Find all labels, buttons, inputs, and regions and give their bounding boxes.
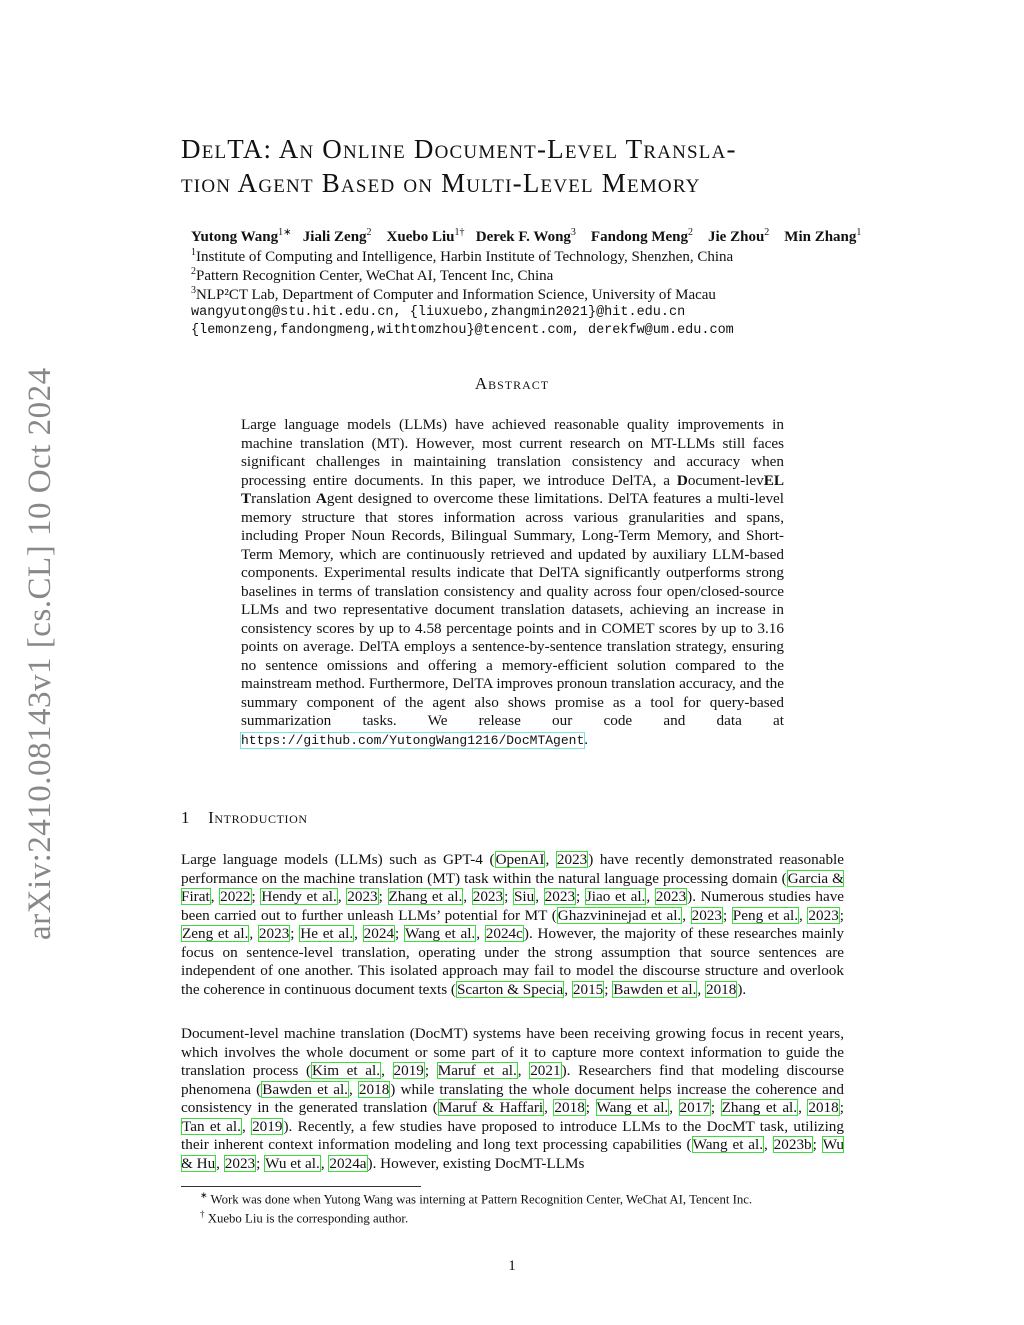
citation-link[interactable]: Maruf & Haffari [438,1099,544,1116]
author: Derek F. Wong$^3$ [475,227,576,245]
citation-link[interactable]: 2024a [329,1154,367,1172]
citation-link[interactable]: Bawden et al. [262,1080,348,1098]
citation-link[interactable]: OpenAI [495,851,545,868]
citation-link[interactable]: 2018 [808,1099,839,1116]
author: Jiali Zeng$^2$ [302,227,372,245]
citation-link[interactable]: Zhang et al. [721,1099,798,1116]
citation-link[interactable]: 2015 [572,980,604,998]
email-line-1: wangyutong@stu.hit.edu.cn, {liuxuebo,zhangmin2021}@hit.edu.cn [191,305,686,320]
citation-link[interactable]: 2018 [705,980,737,998]
citation-link[interactable]: 2018 [554,1099,585,1116]
citation-link[interactable]: Peng et al. [732,906,799,924]
author: Jie Zhou$^2$ [708,227,770,245]
citation-link[interactable]: Zhang et al. [388,888,463,905]
affiliation-1: $^1$Institute of Computing and Intelligence, Harbin Institute of Technology, Shenzhen, China [191,247,734,265]
footnote-1: ∗ Work was done when Yutong Wang was interning at Pattern Recognition Center, WeChat AI, Tencent Inc. [200,1190,753,1207]
section-heading-introduction: 1 Introduction [181,808,308,827]
citation-link[interactable]: 2023 [544,888,576,905]
citation-link[interactable]: 2022 [220,888,251,905]
citation-link[interactable]: Siu [513,888,535,905]
author: Fandong Meng$^2$ [590,227,694,245]
affiliation-2: $^2$Pattern Recognition Center, WeChat AI, Tencent Inc, China [191,266,554,284]
citation-link[interactable]: Hendy et al. [261,888,337,905]
author-list [191,227,931,246]
citation-link[interactable]: Maruf et al. [437,1062,517,1079]
abstract-heading: Abstract [474,374,550,393]
arxiv-stamp: arXiv:2410.08143v1 [cs.CL] 10 Oct 2024 [22,367,58,940]
citation-link[interactable]: Zeng et al. [182,925,249,942]
citation-link[interactable]: 2023 [347,888,378,905]
footnote-divider [181,1186,421,1187]
citation-link[interactable]: Wang et al. [596,1099,669,1116]
citation-link[interactable]: 2024 [363,925,395,942]
author: Yutong Wang$^{1∗}$ [191,227,292,245]
citation-link[interactable]: Wang et al. [692,1136,764,1153]
citation-link[interactable]: 2023 [808,906,839,924]
footnote-2: † Xuebo Liu is the corresponding author. [200,1209,409,1226]
citation-link[interactable]: Scarton & Specia [456,980,564,998]
citation-link[interactable]: Wu et al. [265,1154,320,1172]
citation-link[interactable]: Bawden et al. [613,980,697,998]
paper-title [181,132,851,200]
citation-link[interactable]: 2018 [358,1080,390,1098]
citation-link[interactable]: 2023 [691,906,722,924]
citation-link[interactable]: 2023 [655,888,687,905]
intro-paragraph-1: Large language models (LLMs) such as GPT-4 (OpenAI, 2023) have recently demonstrated reasonable performance on the machine translation (MT) task within the natural language processing domain (Garcia & Firat, 2022; Hendy et al., 2023; Zhang et al., 2023; Siu, 2023; Jiao et al., 2023). Numerous studies have been carried out to further unleash LLMs’ potential for MT (Ghazvininejad et al., 2023; Peng et al., 2023; Zeng et al., 2023; He et al., 2024; Wang et al., 2024c). However, the majority of these researches mainly focus on sentence-level translation, operating under the strong assumption that source sentences are independent of one another. This isolated approach may fail to model the discourse structure and overlook the coherence in continuous document texts (Scarton & Specia, 2015; Bawden et al., 2018). [181,851,845,998]
citation-link[interactable]: Kim et al. [312,1062,381,1079]
abstract-text: Large language models (LLMs) have achieved reasonable quality improvements in machine translation (MT). However, most current research on MT-LLMs still faces significant challenges in maintaining translation consistency and accuracy when processing entire documents. In this paper, we introduce DelTA, a Document-levEL Translation Agent designed to overcome these limitations. DelTA features a multi-level memory structure that stores information across various granularities and spans, including Proper Noun Records, Bilingual Summary, Long-Term Memory, and Short-Term Memory, which are continuously retrieved and updated by auxiliary LLM-based components. Experimental results indicate that DelTA significantly outperforms strong baselines in terms of translation consistency and quality across four open/closed-source LLMs and two representative document translation datasets, achieving an increase in consistency scores by up to 4.58 percentage points and in COMET scores by up to 3.16 points on average. DelTA employs a sentence-by-sentence translation strategy, ensuring no sentence omissions and offering a memory-efficient solution compared to the mainstream method. Furthermore, DelTA improves pronoun translation accuracy, and the summary component of the agent also shows promise as a tool for query-based summarization tasks. We release our code and data at https://github.com/YutongWang1216/DocMTAgent. [241,416,785,748]
title-line-2: tion Agent Based on Multi-Level Memory [181,168,701,198]
citation-link[interactable]: Tan et al. [182,1117,241,1135]
citation-link[interactable]: He et al. [300,925,354,942]
citation-link[interactable]: Wu & Hu [181,1136,845,1172]
citation-link[interactable]: Garcia & Firat [181,869,844,905]
email-line-2: {lemonzeng,fandongmeng,withtomzhou}@tencent.com, derekfw@um.edu.com [191,323,734,338]
citation-link[interactable]: 2024c [485,925,523,942]
title-line-1: DelTA: An Online Document-Level Transla- [181,134,737,164]
code-repo-link[interactable]: https://github.com/YutongWang1216/DocMTAgent [241,732,585,748]
citation-link[interactable]: 2019 [393,1062,424,1079]
citation-link[interactable]: 2023 [556,851,588,868]
citation-link[interactable]: 2023 [258,925,290,942]
page-number: 1 [508,1258,516,1274]
citation-link[interactable]: 2017 [679,1099,710,1116]
intro-paragraph-2: Document-level machine translation (DocMT) systems have been receiving growing focus in recent years, which involves the whole document or some part of it to capture more context information to guide the translation process (Kim et al., 2019; Maruf et al., 2021). Researchers find that modeling discourse phenomena (Bawden et al., 2018) while translating the whole document helps increase the coherence and consistency in the generated translation (Maruf & Haffari, 2018; Wang et al., 2017; Zhang et al., 2018; Tan et al., 2019). Recently, a few studies have proposed to introduce LLMs to the DocMT task, utilizing their inherent context information modeling and long text processing capabilities (Wang et al., 2023b; Wu & Hu, 2023; Wu et al., 2024a). However, existing DocMT-LLMs [181,1025,845,1172]
citation-link[interactable]: 2023 [224,1154,256,1172]
author: Xuebo Liu$^{1\dagger}$ [386,227,465,245]
author: Min Zhang$^1$ [784,227,862,245]
citation-link[interactable]: Ghazvininejad et al. [557,906,682,924]
affiliation-3: $^3$NLP²CT Lab, Department of Computer and Information Science, University of Macau [191,285,716,303]
citation-link[interactable]: 2019 [252,1117,283,1135]
citation-link[interactable]: 2021 [530,1062,561,1079]
citation-link[interactable]: Jiao et al. [585,888,646,905]
citation-link[interactable]: 2023 [472,888,504,905]
citation-link[interactable]: 2023b [773,1136,812,1153]
citation-link[interactable]: Wang et al. [405,925,476,942]
